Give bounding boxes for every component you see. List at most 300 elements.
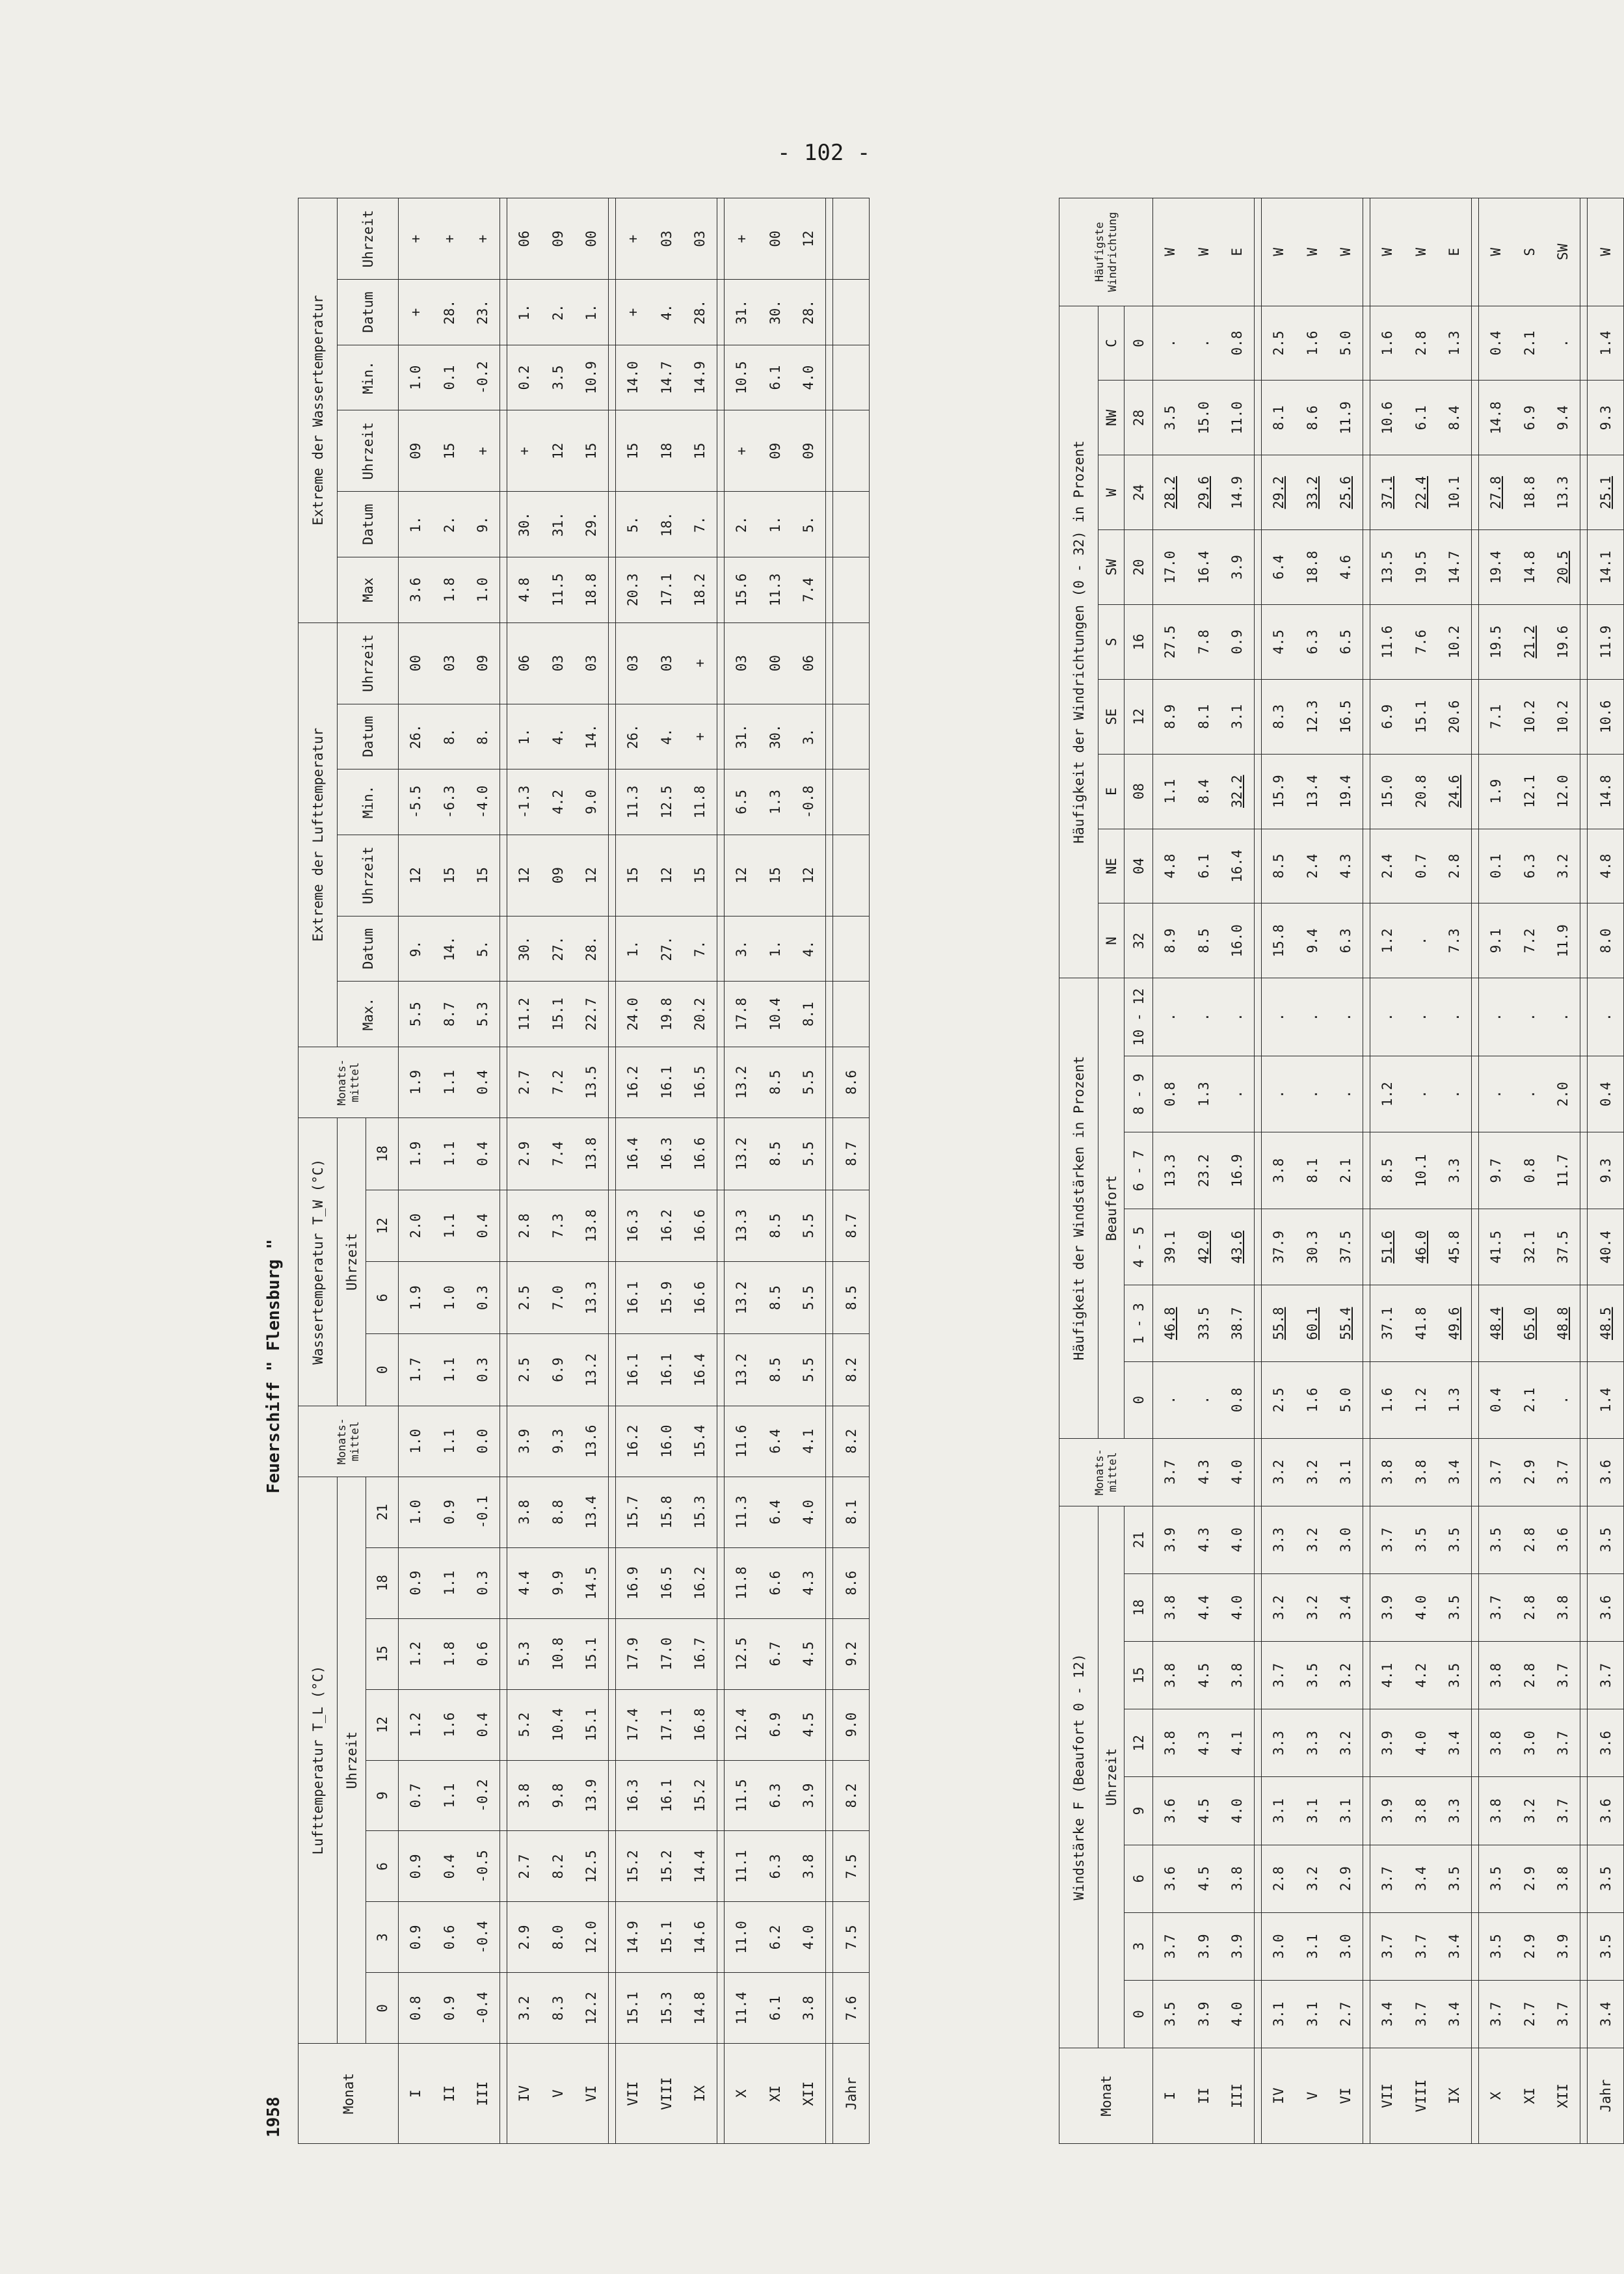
wind-dir-cell: 2.4: [1296, 829, 1329, 903]
gap-cell: [1363, 754, 1370, 829]
dir-code-header: 0: [1125, 306, 1153, 381]
wind-dir-cell: 25.6: [1329, 455, 1363, 530]
wind-dir-cell: 15.0: [1370, 754, 1404, 829]
beaufort-cell: .: [1404, 1056, 1438, 1132]
beaufort-cell: 41.5: [1479, 1209, 1513, 1285]
wind-force-cell: 3.3: [1262, 1506, 1296, 1573]
gap-cell: [500, 2044, 507, 2144]
wind-force-cell: 3.5: [1479, 1506, 1513, 1573]
gap-cell: [1580, 455, 1588, 530]
gap-cell: [609, 769, 616, 835]
water-extreme-cell: 1.: [507, 280, 541, 345]
wind-dir-cell: 16.0: [1221, 903, 1255, 978]
air-year-cell: 9.2: [833, 1618, 870, 1689]
air-temp-cell: 16.8: [684, 1689, 717, 1760]
air-temp-cell: 15.2: [684, 1760, 717, 1831]
air-extreme-cell: 19.8: [650, 982, 684, 1047]
wind-force-cell: 4.5: [1187, 1777, 1221, 1845]
wind-dir-cell: 37.1: [1370, 455, 1404, 530]
wind-dir-cell: 3.2: [1547, 829, 1580, 903]
air-extreme-cell: 30.: [758, 704, 792, 769]
empty-cell: [833, 916, 870, 982]
beaufort-year-cell: 48.5: [1588, 1285, 1624, 1362]
wind-hour-header: 15: [1125, 1642, 1153, 1709]
water-year-cell: 8.7: [833, 1117, 870, 1190]
gap-cell: [717, 1547, 725, 1618]
gap-cell: [826, 345, 833, 410]
gap-cell: [1363, 1209, 1370, 1285]
air-extreme-cell: 5.5: [399, 982, 433, 1047]
wind-month-header: Monat: [1059, 2048, 1153, 2144]
gap-cell: [609, 1477, 616, 1547]
air-ext-col-header: Datum: [338, 704, 399, 769]
wind-dir-cell: 20.5: [1547, 530, 1580, 605]
air-extreme-cell: 8.: [466, 704, 500, 769]
gap-cell: [826, 1618, 833, 1689]
beaufort-cell: 8.1: [1296, 1132, 1329, 1209]
air-extreme-cell: 14.: [433, 916, 466, 982]
water-extreme-cell: 15: [433, 410, 466, 492]
prevailing-dir-cell: W: [1296, 198, 1329, 306]
beaufort-cell: .: [1262, 978, 1296, 1056]
wind-force-cell: 3.7: [1547, 1438, 1580, 1506]
water-extreme-cell: 28.: [792, 280, 826, 345]
air-extreme-cell: 03: [575, 622, 609, 704]
air-extreme-cell: 15: [433, 835, 466, 916]
wind-force-cell: 3.0: [1513, 1709, 1547, 1777]
empty-cell: [833, 622, 870, 704]
prevailing-dir-cell: W: [1187, 198, 1221, 306]
gap-cell: [717, 704, 725, 769]
wind-force-cell: 3.9: [1547, 1912, 1580, 1980]
gap-cell: [717, 2044, 725, 2144]
gap-cell: [826, 492, 833, 557]
wind-force-cell: 3.0: [1262, 1912, 1296, 1980]
dir-header: [1098, 679, 1125, 754]
beaufort-cell: 1.2: [1370, 1056, 1404, 1132]
water-hour-header: 12: [366, 1190, 399, 1262]
wind-dir-cell: 4.3: [1329, 829, 1363, 903]
empty-cell: [833, 704, 870, 769]
beaufort-cell: 42.0: [1187, 1209, 1221, 1285]
water-temp-cell: 16.4: [684, 1334, 717, 1406]
water-temp-cell: 13.8: [575, 1190, 609, 1262]
beaufort-cell: 33.5: [1187, 1285, 1221, 1362]
gap-cell: [1472, 1438, 1479, 1506]
air-year-cell: 8.6: [833, 1547, 870, 1618]
gap-cell: [717, 982, 725, 1047]
air-year-cell: 9.0: [833, 1689, 870, 1760]
wind-dir-cell: 0.1: [1479, 829, 1513, 903]
wind-dir-cell: 7.1: [1479, 679, 1513, 754]
empty-cell: [833, 345, 870, 410]
air-temp-cell: 12.5: [725, 1618, 758, 1689]
wind-force-cell: 3.7: [1479, 1438, 1513, 1506]
water-extreme-cell: 12: [541, 410, 575, 492]
water-temp-cell: 8.5: [758, 1262, 792, 1334]
row-gap: [1472, 198, 1479, 2144]
dir-code-header: 28: [1125, 381, 1153, 455]
beaufort-year-cell: 40.4: [1588, 1209, 1624, 1285]
air-extreme-cell: 7.: [684, 916, 717, 982]
dir-header: [1098, 903, 1125, 978]
gap-cell: [1472, 679, 1479, 754]
air-extreme-cell: 9.0: [575, 769, 609, 835]
air-temp-cell: 11.6: [725, 1406, 758, 1477]
beaufort-class-header: 6 - 7: [1125, 1132, 1153, 1209]
prevailing-dir-cell: SW: [1547, 198, 1580, 306]
table-row: [399, 198, 433, 2144]
wind-hour-header: 18: [1125, 1573, 1153, 1641]
beaufort-cell: .: [1153, 978, 1187, 1056]
beaufort-year-cell: 9.3: [1588, 1132, 1624, 1209]
beaufort-cell: 13.3: [1153, 1132, 1187, 1209]
wind-dir-cell: 6.1: [1404, 381, 1438, 455]
water-mean-header: Monats-mittel: [299, 1047, 399, 1117]
gap-cell: [717, 1262, 725, 1334]
gap-cell: [1472, 605, 1479, 680]
water-extreme-cell: +: [616, 198, 650, 280]
water-hour-header: 6: [366, 1262, 399, 1334]
wind-force-cell: 3.6: [1547, 1506, 1580, 1573]
water-extreme-cell: 28.: [684, 280, 717, 345]
water-temp-cell: 16.2: [650, 1190, 684, 1262]
wind-dir-cell: 6.3: [1513, 829, 1547, 903]
gap-cell: [1472, 306, 1479, 381]
wind-dir-cell: 10.6: [1370, 381, 1404, 455]
gap-cell: [500, 1117, 507, 1190]
gap-cell: [1580, 1438, 1588, 1506]
row-gap: [826, 198, 833, 2144]
wind-dir-cell: 8.1: [1187, 679, 1221, 754]
wind-dir-year-cell: 10.6: [1588, 679, 1624, 754]
gap-cell: [1363, 1980, 1370, 2048]
beaufort-class-header: 10 - 12: [1125, 978, 1153, 1056]
wind-force-cell: 3.9: [1153, 1506, 1187, 1573]
dir-header: [1098, 829, 1125, 903]
water-extreme-cell: 1.0: [399, 345, 433, 410]
wind-dir-cell: 4.6: [1329, 530, 1363, 605]
empty-cell: [833, 557, 870, 622]
air-temp-cell: 1.1: [433, 1760, 466, 1831]
beaufort-cell: 65.0: [1513, 1285, 1547, 1362]
wind-dir-cell: 7.8: [1187, 605, 1221, 680]
gap-cell: [1363, 381, 1370, 455]
water-extreme-cell: +: [433, 198, 466, 280]
prevailing-dir-cell: W: [1479, 198, 1513, 306]
wind-force-cell: 4.0: [1221, 1506, 1255, 1573]
dir-code-header: 32: [1125, 903, 1153, 978]
wind-force-cell: 4.5: [1187, 1642, 1221, 1709]
wind-force-cell: 3.6: [1153, 1777, 1187, 1845]
wind-uhrzeit-header: Uhrzeit: [1098, 1506, 1125, 2048]
wind-force-cell: 3.2: [1296, 1845, 1329, 1912]
wind-force-cell: 3.4: [1438, 1912, 1472, 1980]
wind-force-cell: 3.4: [1370, 1980, 1404, 2048]
air-temp-cell: 6.4: [758, 1406, 792, 1477]
water-extreme-cell: 2.: [433, 492, 466, 557]
gap-cell: [609, 1547, 616, 1618]
wind-hour-header: 0: [1125, 1980, 1153, 2048]
gap-cell: [717, 492, 725, 557]
gap-cell: [1580, 1506, 1588, 1573]
gap-cell: [609, 1262, 616, 1334]
water-temp-cell: 0.3: [466, 1262, 500, 1334]
gap-cell: [717, 1406, 725, 1477]
wind-force-cell: 3.7: [1262, 1642, 1296, 1709]
wind-force-cell: 3.8: [1404, 1438, 1438, 1506]
gap-cell: [500, 1902, 507, 1973]
prevailing-dir-cell: E: [1438, 198, 1472, 306]
air-temp-cell: 14.6: [684, 1902, 717, 1973]
dir-code-header: 20: [1125, 530, 1153, 605]
beaufort-cell: .: [1221, 1056, 1255, 1132]
wind-dir-cell: 12.1: [1513, 754, 1547, 829]
air-extreme-cell: 10.4: [758, 982, 792, 1047]
gap-cell: [1472, 1056, 1479, 1132]
air-temp-cell: 9.8: [541, 1760, 575, 1831]
water-extreme-cell: 15: [684, 410, 717, 492]
wind-force-cell: 3.3: [1438, 1777, 1472, 1845]
air-temp-cell: 0.6: [466, 1618, 500, 1689]
gap-cell: [609, 622, 616, 704]
wind-dir-cell: 11.0: [1221, 381, 1255, 455]
air-ext-col-header: Datum: [338, 916, 399, 982]
month-label: VI: [1329, 2048, 1363, 2144]
air-extreme-cell: 03: [650, 622, 684, 704]
dir-code-header: 08: [1125, 754, 1153, 829]
beaufort-cell: 37.9: [1262, 1209, 1296, 1285]
wind-dir-cell: 6.3: [1296, 605, 1329, 680]
wind-force-cell: 4.0: [1404, 1573, 1438, 1641]
beaufort-cell: .: [1438, 1056, 1472, 1132]
beaufort-cell: .: [1221, 978, 1255, 1056]
water-extreme-cell: 3.6: [399, 557, 433, 622]
table-row: [650, 198, 684, 2144]
wind-dir-cell: 28.2: [1153, 455, 1187, 530]
air-temp-cell: 12.4: [725, 1689, 758, 1760]
air-extreme-cell: 09: [466, 622, 500, 704]
gap-cell: [717, 280, 725, 345]
air-temp-cell: 14.8: [684, 1973, 717, 2044]
wind-force-cell: 3.4: [1329, 1573, 1363, 1641]
wind-dir-cell: 9.1: [1479, 903, 1513, 978]
wind-dir-year-cell: 14.1: [1588, 530, 1624, 605]
water-extreme-cell: 10.5: [725, 345, 758, 410]
beaufort-year-cell: 0.4: [1588, 1056, 1624, 1132]
water-temp-cell: 6.9: [541, 1334, 575, 1406]
water-ext-col-header: Uhrzeit: [338, 410, 399, 492]
gap-cell: [609, 1902, 616, 1973]
water-temp-cell: 16.2: [616, 1047, 650, 1117]
wind-dir-cell: 1.9: [1479, 754, 1513, 829]
air-temp-cell: 15.1: [616, 1973, 650, 2044]
air-temp-cell: 16.0: [650, 1406, 684, 1477]
gap-cell: [1580, 1912, 1588, 1980]
wind-force-cell: 3.4: [1404, 1845, 1438, 1912]
gap-cell: [1255, 2048, 1262, 2144]
water-ext-col-header: Datum: [338, 492, 399, 557]
gap-cell: [1363, 1573, 1370, 1641]
air-extreme-cell: 1.: [616, 916, 650, 982]
gap-cell: [500, 198, 507, 280]
beaufort-cell: .: [1329, 978, 1363, 1056]
air-temp-cell: 15.2: [616, 1831, 650, 1902]
air-temp-cell: -0.4: [466, 1902, 500, 1973]
row-gap: [1580, 198, 1588, 2144]
gap-cell: [1255, 1777, 1262, 1845]
gap-cell: [1363, 1845, 1370, 1912]
wind-force-cell: 3.8: [1547, 1573, 1580, 1641]
gap-cell: [826, 2044, 833, 2144]
water-temp-cell: 1.1: [433, 1190, 466, 1262]
gap-cell: [826, 1547, 833, 1618]
water-temp-cell: 2.7: [507, 1047, 541, 1117]
year-label-cell: Jahr: [833, 2044, 870, 2144]
gap-cell: [1255, 1209, 1262, 1285]
wind-force-cell: 3.2: [1296, 1438, 1329, 1506]
air-temp-cell: 15.1: [575, 1618, 609, 1689]
gap-cell: [1363, 2048, 1370, 2144]
water-extreme-cell: 20.3: [616, 557, 650, 622]
prevailing-year-cell: W: [1588, 198, 1624, 306]
gap-cell: [1472, 978, 1479, 1056]
beaufort-cell: 8.5: [1370, 1132, 1404, 1209]
air-extreme-cell: 12.5: [650, 769, 684, 835]
gap-cell: [1472, 1132, 1479, 1209]
month-label: I: [399, 2044, 433, 2144]
temperature-table: [298, 198, 870, 2144]
air-temp-cell: 3.2: [507, 1973, 541, 2044]
year-row: [833, 198, 870, 2144]
wind-force-cell: 3.5: [1438, 1506, 1472, 1573]
beaufort-cell: 32.1: [1513, 1209, 1547, 1285]
gap-cell: [826, 1406, 833, 1477]
air-temp-cell: 1.0: [399, 1406, 433, 1477]
empty-cell: [833, 982, 870, 1047]
air-extreme-cell: 15: [466, 835, 500, 916]
month-label: VII: [1370, 2048, 1404, 2144]
water-extreme-cell: 09: [399, 410, 433, 492]
air-temp-cell: 15.3: [650, 1973, 684, 2044]
gap-cell: [826, 1477, 833, 1547]
beaufort-cell: .: [1479, 978, 1513, 1056]
beaufort-cell: 55.8: [1262, 1285, 1296, 1362]
wind-dir-cell: 11.9: [1547, 903, 1580, 978]
wind-force-cell: 2.8: [1513, 1573, 1547, 1641]
air-temp-cell: 6.2: [758, 1902, 792, 1973]
water-extreme-cell: 00: [758, 198, 792, 280]
gap-cell: [826, 1262, 833, 1334]
gap-cell: [1363, 198, 1370, 306]
gap-cell: [826, 198, 833, 280]
water-year-cell: 8.2: [833, 1334, 870, 1406]
wind-force-cell: 3.8: [1370, 1438, 1404, 1506]
air-temp-cell: 8.8: [541, 1477, 575, 1547]
year-label: 1958: [264, 2096, 284, 2137]
wind-force-cell: 3.7: [1153, 1912, 1187, 1980]
wind-dir-cell: 8.4: [1187, 754, 1221, 829]
wind-dir-cell: 33.2: [1296, 455, 1329, 530]
beaufort-cell: 0.8: [1513, 1132, 1547, 1209]
dir-name: NW: [1103, 409, 1119, 426]
air-extreme-cell: 17.8: [725, 982, 758, 1047]
beaufort-cell: 9.7: [1479, 1132, 1513, 1209]
month-label: X: [725, 2044, 758, 2144]
empty-cell: [833, 280, 870, 345]
air-temp-cell: 0.8: [399, 1973, 433, 2044]
beaufort-cell: 10.1: [1404, 1132, 1438, 1209]
wind-force-cell: 2.9: [1513, 1438, 1547, 1506]
wind-force-cell: 3.1: [1329, 1438, 1363, 1506]
air-temp-cell: 6.4: [758, 1477, 792, 1547]
gap-cell: [1363, 455, 1370, 530]
gap-cell: [1255, 1912, 1262, 1980]
gap-cell: [717, 1902, 725, 1973]
wind-dir-cell: 27.8: [1479, 455, 1513, 530]
gap-cell: [1255, 1438, 1262, 1506]
gap-cell: [1255, 605, 1262, 680]
table-row: [1221, 198, 1255, 2144]
prevailing-dir-cell: W: [1329, 198, 1363, 306]
gap-cell: [1472, 2048, 1479, 2144]
air-mean-header: Monats-mittel: [299, 1406, 399, 1477]
gap-cell: [1363, 1709, 1370, 1777]
air-extreme-cell: 15: [684, 835, 717, 916]
water-extreme-cell: 3.5: [541, 345, 575, 410]
month-label: VII: [616, 2044, 650, 2144]
month-label: I: [1153, 2048, 1187, 2144]
water-extreme-cell: 17.1: [650, 557, 684, 622]
beaufort-cell: .: [1404, 978, 1438, 1056]
wind-dir-cell: 11.6: [1370, 605, 1404, 680]
wind-dir-year-cell: 8.0: [1588, 903, 1624, 978]
air-year-cell: 7.6: [833, 1973, 870, 2044]
gap-cell: [1580, 1777, 1588, 1845]
gap-cell: [500, 410, 507, 492]
wind-force-cell: 4.0: [1221, 1980, 1255, 2048]
water-extreme-cell: +: [466, 198, 500, 280]
wind-dir-cell: 18.8: [1296, 530, 1329, 605]
wind-hour-header: 6: [1125, 1845, 1153, 1912]
air-temp-cell: 1.2: [399, 1618, 433, 1689]
gap-cell: [826, 704, 833, 769]
water-extreme-cell: 7.: [684, 492, 717, 557]
table-row: [541, 198, 575, 2144]
wind-dir-cell: 0.7: [1404, 829, 1438, 903]
water-extreme-cell: -0.2: [466, 345, 500, 410]
wind-force-cell: 3.7: [1547, 1642, 1580, 1709]
air-extreme-cell: 12: [399, 835, 433, 916]
gap-cell: [826, 622, 833, 704]
gap-cell: [500, 835, 507, 916]
wind-force-cell: 3.9: [1187, 1980, 1221, 2048]
air-hour-header: 0: [366, 1973, 399, 2044]
air-year-cell: 8.1: [833, 1477, 870, 1547]
wind-dir-year-cell: 14.8: [1588, 754, 1624, 829]
water-hour-header: 0: [366, 1334, 399, 1406]
water-temp-cell: 0.4: [466, 1190, 500, 1262]
air-temp-cell: 3.8: [507, 1477, 541, 1547]
water-extreme-cell: 14.7: [650, 345, 684, 410]
gap-cell: [1472, 1209, 1479, 1285]
gap-cell: [1580, 381, 1588, 455]
gap-cell: [717, 1047, 725, 1117]
air-extreme-cell: 4.: [650, 704, 684, 769]
water-temp-cell: 8.5: [758, 1117, 792, 1190]
air-temp-cell: 16.2: [684, 1547, 717, 1618]
gap-cell: [500, 492, 507, 557]
